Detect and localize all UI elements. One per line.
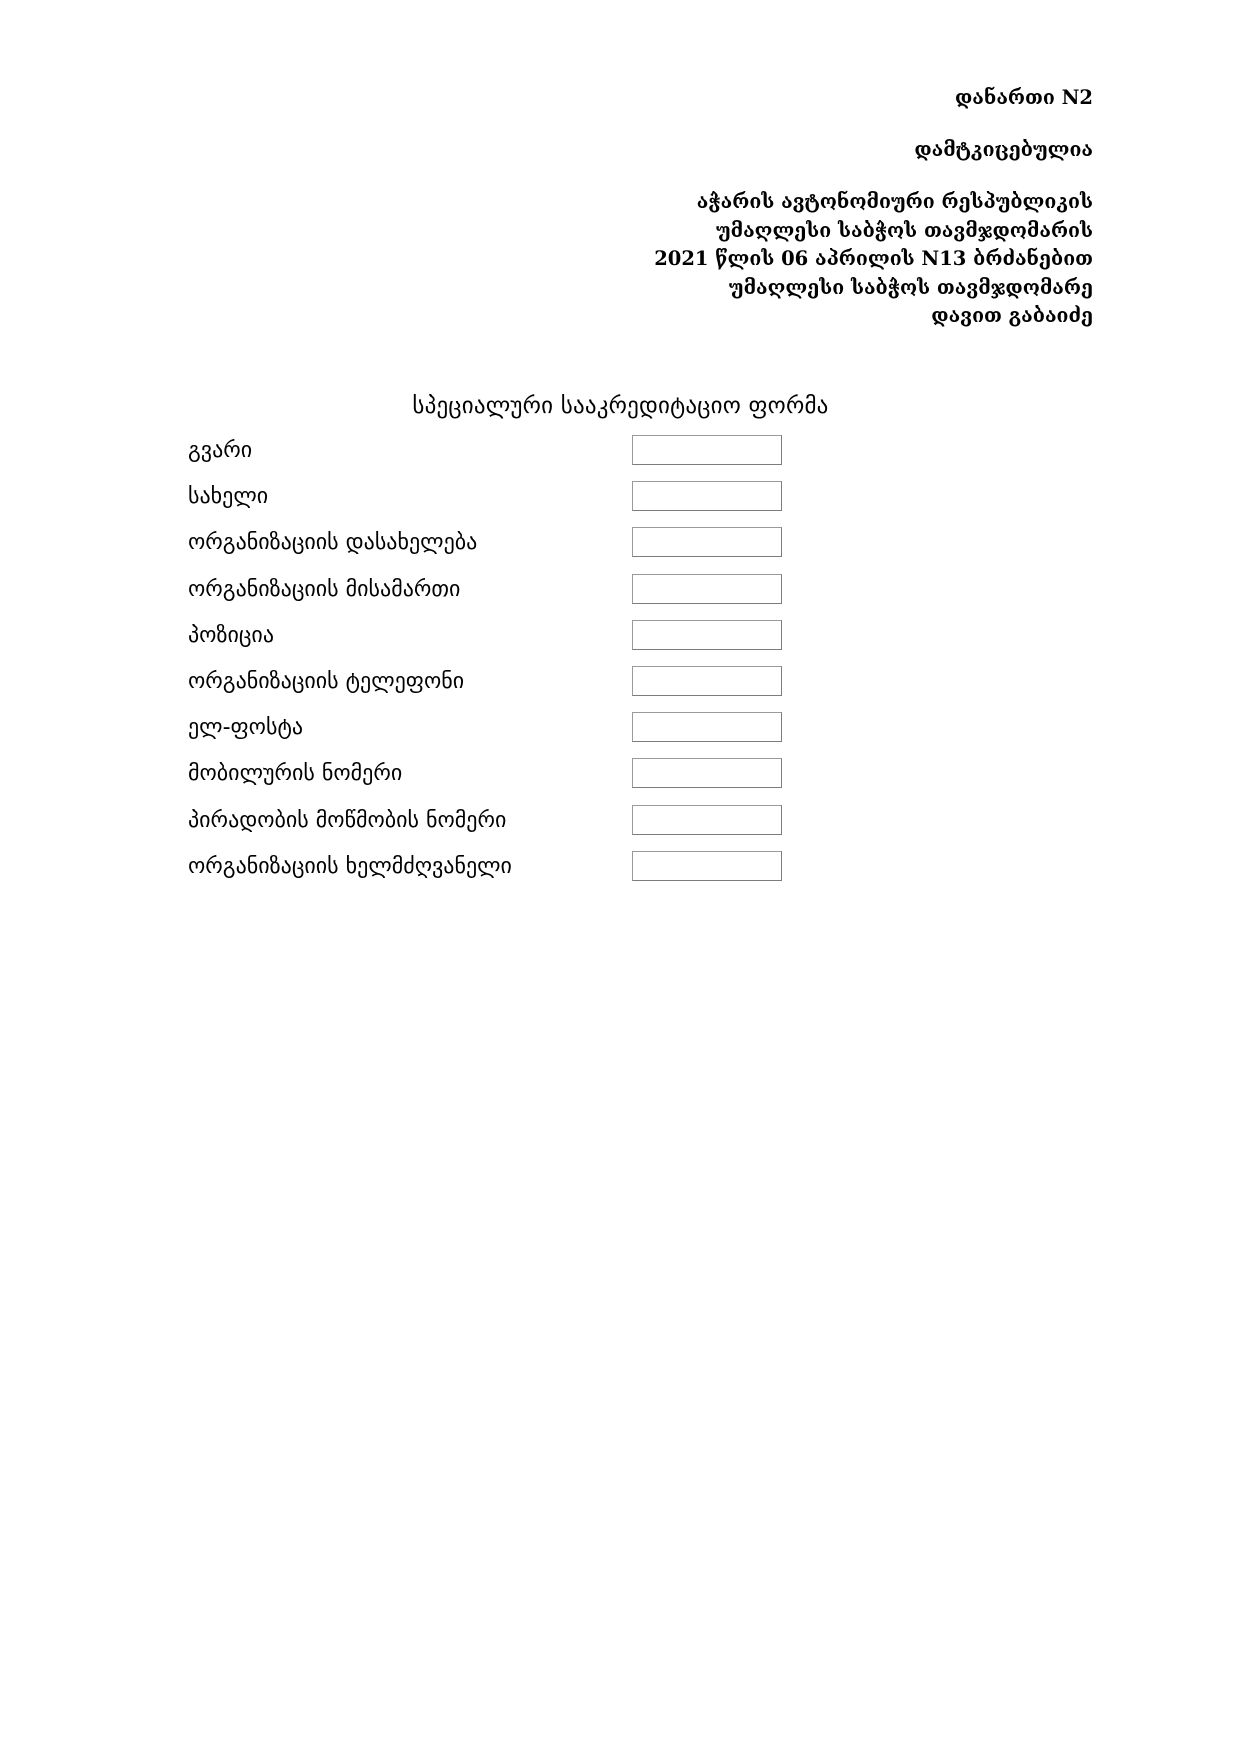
field-input-organization-name[interactable]	[632, 527, 782, 557]
authority-line-4: უმაღლესი საბჭოს თავმჯდომარე	[728, 275, 1093, 299]
accreditation-form	[188, 435, 1088, 897]
form-row	[188, 481, 1088, 527]
field-label-firstname: სახელი	[188, 484, 269, 510]
field-label-organization-address: ორგანიზაციის მისამართი	[188, 576, 461, 602]
form-row	[188, 758, 1088, 804]
field-label-id-number: პირადობის მოწმობის ნომერი	[188, 807, 507, 833]
field-input-organization-head[interactable]	[632, 851, 782, 881]
field-input-surname[interactable]	[632, 435, 782, 465]
form-row	[188, 851, 1088, 897]
field-input-organization-address[interactable]	[632, 574, 782, 604]
field-label-surname: გვარი	[188, 438, 253, 463]
form-row	[188, 666, 1088, 712]
approval-label: დამტკიცებულია	[914, 137, 1093, 161]
field-input-id-number[interactable]	[632, 805, 782, 835]
authority-line-3: 2021 წლის 06 აპრილის N13 ბრძანებით	[654, 247, 1093, 270]
field-label-organization-phone: ორგანიზაციის ტელეფონი	[188, 668, 465, 694]
field-input-email[interactable]	[632, 712, 782, 742]
authority-line-1: აჭარის ავტონომიური რესპუბლიკის	[696, 190, 1093, 213]
authority-line-2: უმაღლესი საბჭოს თავმჯდომარის	[715, 218, 1093, 242]
field-input-position[interactable]	[632, 620, 782, 650]
header-spacer-2	[654, 159, 1093, 192]
form-row	[188, 574, 1088, 620]
field-label-organization-head: ორგანიზაციის ხელმძღვანელი	[188, 853, 512, 879]
field-label-organization-name: ორგანიზაციის დასახელება	[188, 530, 478, 556]
form-row	[188, 435, 1088, 481]
document-header	[654, 88, 1093, 326]
field-input-firstname[interactable]	[632, 481, 782, 511]
field-label-mobile-number: მობილურის ნომერი	[188, 761, 403, 787]
header-spacer-1	[654, 108, 1093, 140]
field-input-organization-phone[interactable]	[632, 666, 782, 696]
form-row	[188, 620, 1088, 666]
form-row	[188, 712, 1088, 758]
field-label-position: პოზიცია	[188, 622, 274, 648]
form-row	[188, 527, 1088, 573]
form-title: სპეციალური სააკრედიტაციო ფორმა	[412, 393, 829, 419]
field-input-mobile-number[interactable]	[632, 758, 782, 788]
field-label-email: ელ-ფოსტა	[188, 715, 304, 741]
signatory-name: დავით გაბაიძე	[931, 304, 1093, 327]
form-row	[188, 805, 1088, 851]
annex-number: დანართი N2	[954, 86, 1093, 109]
